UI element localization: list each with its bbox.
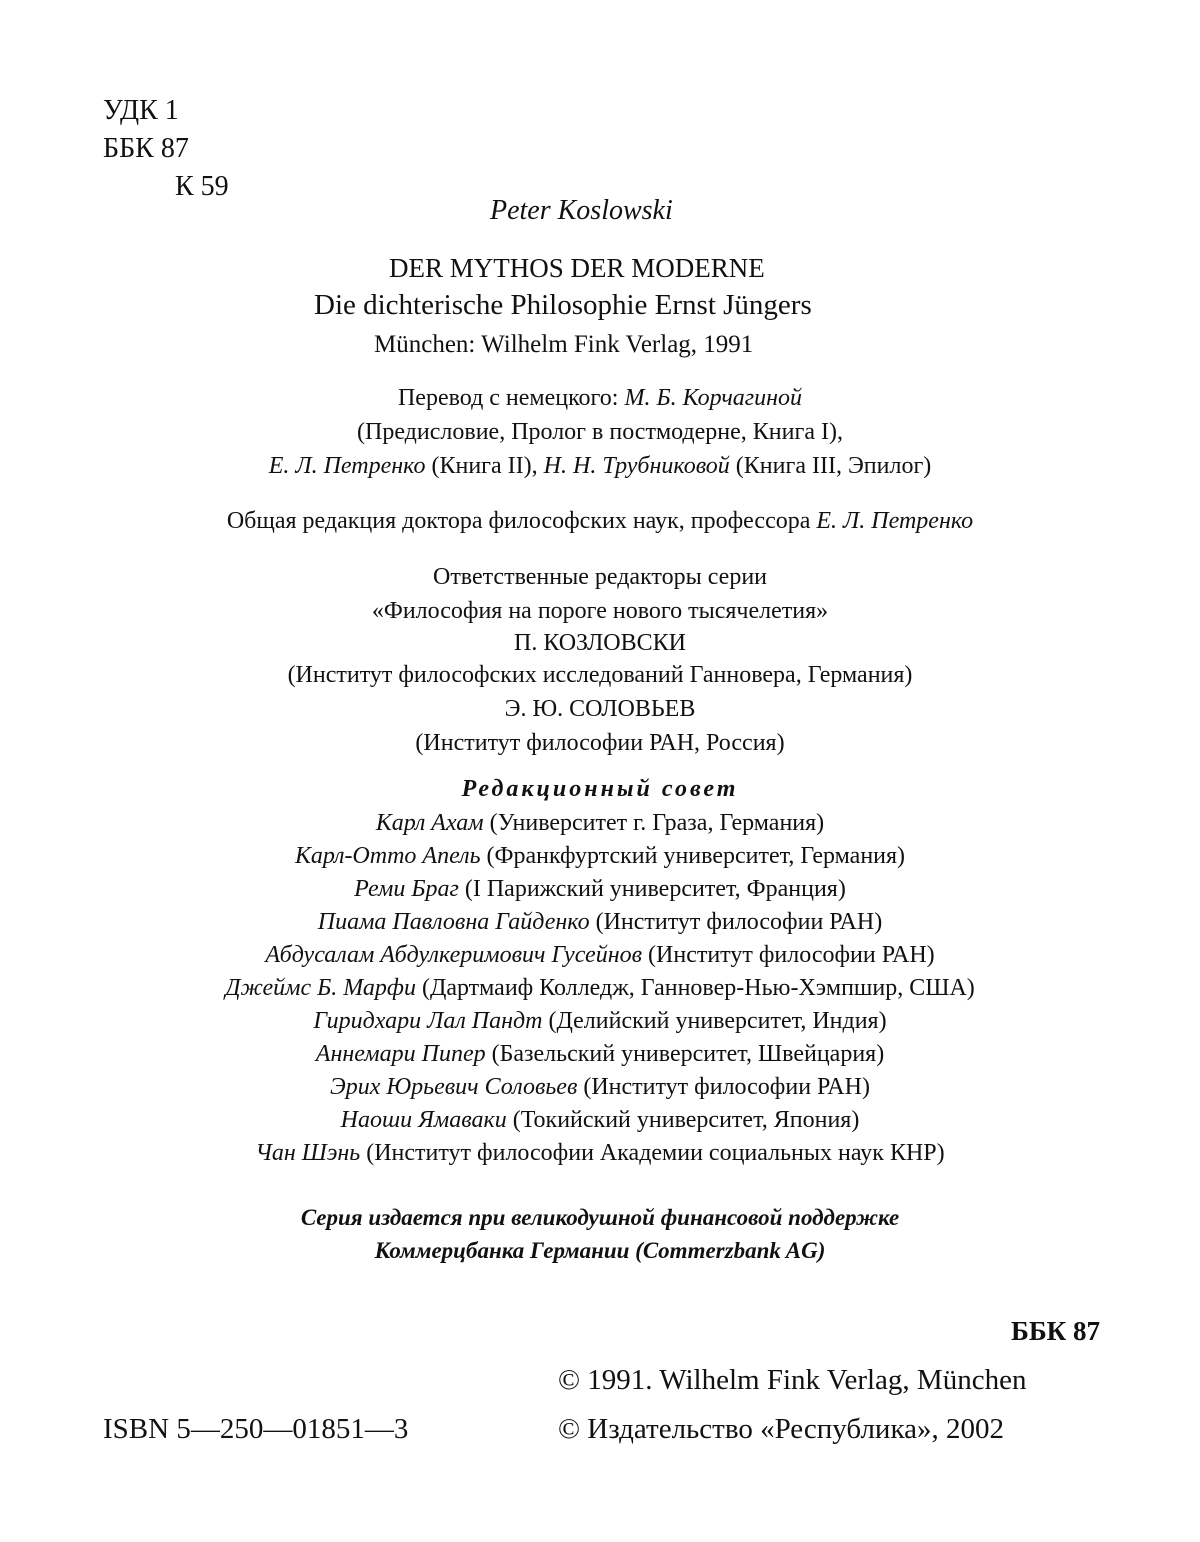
translators-line bbox=[0, 453, 1200, 480]
series-name: «Философия на пороге нового тысячелетия» bbox=[371, 598, 829, 624]
series-editor-1-affiliation: (Институт философских исследований Ганновера, Германия) bbox=[287, 662, 913, 688]
translator-name: М. Б. Корчагиной bbox=[624, 385, 803, 411]
board-heading: Редакционный совет bbox=[461, 776, 739, 802]
series-editor-2: Э. Ю. СОЛОВЬЕВ bbox=[504, 696, 696, 722]
member-name: Чан Шэнь bbox=[255, 1140, 361, 1166]
footer-bbk: ББК 87 bbox=[1010, 1316, 1100, 1346]
series-editor-2-affiliation: (Институт философии РАН, Россия) bbox=[415, 730, 785, 756]
translator-line bbox=[0, 385, 1200, 412]
member-affiliation: (Институт философии РАН) bbox=[577, 1074, 870, 1100]
board-member bbox=[0, 810, 1200, 837]
series-editor-1: П. КОЗЛОВСКИ bbox=[513, 630, 686, 656]
member-name: Реми Браг bbox=[354, 876, 459, 902]
sponsor-line-1: Серия издается при великодушной финансовой поддержке bbox=[300, 1205, 900, 1230]
general-editor-line bbox=[0, 508, 1200, 535]
board-member bbox=[0, 909, 1200, 936]
member-name: Джеймс Б. Марфи bbox=[225, 975, 416, 1001]
member-name: Эрих Юрьевич Соловьев bbox=[330, 1074, 578, 1100]
member-name: Гиридхари Лал Пандт bbox=[313, 1008, 543, 1034]
copyright-original: © 1991. Wilhelm Fink Verlag, München bbox=[558, 1364, 1027, 1396]
member-name: Наоши Ямаваки bbox=[340, 1107, 507, 1133]
bbk-code: ББК 87 bbox=[103, 133, 189, 164]
board-member bbox=[0, 1074, 1200, 1101]
author-code: К 59 bbox=[175, 171, 229, 202]
original-publisher: München: Wilhelm Fink Verlag, 1991 bbox=[374, 331, 754, 358]
member-name: Абдусалам Абдулкеримович Гусейнов bbox=[265, 942, 643, 968]
classification-codes bbox=[103, 92, 229, 206]
original-subtitle: Die dichterische Philosophie Ernst Jüngers bbox=[314, 289, 812, 321]
original-title: DER MYTHOS DER MODERNE bbox=[389, 253, 765, 283]
board-member bbox=[0, 876, 1200, 903]
member-affiliation: (Университет г. Граза, Германия) bbox=[483, 810, 825, 836]
member-affiliation: (Институт философии Академии социальных наук КНР) bbox=[360, 1140, 945, 1166]
board-member bbox=[0, 843, 1200, 870]
member-affiliation: (Делийский университет, Индия) bbox=[542, 1008, 887, 1034]
board-member bbox=[0, 1107, 1200, 1134]
general-editor-label: Общая редакция доктора философских наук, профессора bbox=[226, 508, 817, 534]
member-name: Карл-Отто Апель bbox=[294, 843, 481, 869]
translator-scope-3: (Книга III, Эпилог) bbox=[729, 453, 932, 479]
translator-scope-2: (Книга II), bbox=[425, 453, 544, 479]
board-member bbox=[0, 975, 1200, 1002]
member-name: Аннемари Пипер bbox=[315, 1041, 486, 1067]
series-heading: Ответственные редакторы серии bbox=[432, 564, 768, 590]
member-name: Карл Ахам bbox=[375, 810, 484, 836]
original-author: Peter Koslowski bbox=[490, 195, 673, 226]
translator-label: Перевод с немецкого: bbox=[397, 385, 625, 411]
translator-scope: (Предисловие, Пролог в постмодерне, Книга I), bbox=[357, 419, 843, 445]
member-affiliation: (Институт философии РАН) bbox=[642, 942, 935, 968]
member-affiliation: (Институт философии РАН) bbox=[589, 909, 883, 935]
member-affiliation: (Франкфуртский университет, Германия) bbox=[480, 843, 906, 869]
isbn: ISBN 5—250—01851—3 bbox=[103, 1413, 409, 1445]
board-member bbox=[0, 1140, 1200, 1167]
member-affiliation: (I Парижский университет, Франция) bbox=[458, 876, 846, 902]
udk-code: УДК 1 bbox=[103, 95, 179, 126]
board-member bbox=[0, 1008, 1200, 1035]
board-member bbox=[0, 1041, 1200, 1068]
general-editor-name: Е. Л. Петренко bbox=[816, 508, 974, 534]
copyright-translation: © Издательство «Республика», 2002 bbox=[558, 1413, 1004, 1445]
translator-name-2: Е. Л. Петренко bbox=[268, 453, 426, 479]
member-name: Пиама Павловна Гайденко bbox=[317, 909, 590, 935]
board-member bbox=[0, 942, 1200, 969]
member-affiliation: (Токийский университет, Япония) bbox=[506, 1107, 860, 1133]
sponsor-line-2: Коммерцбанка Германии (Commerzbank AG) bbox=[374, 1238, 826, 1263]
member-affiliation: (Дартмаиф Колледж, Ганновер-Нью-Хэмпшир, США) bbox=[415, 975, 975, 1001]
translator-name-3: Н. Н. Трубниковой bbox=[543, 453, 730, 479]
member-affiliation: (Базельский университет, Швейцария) bbox=[485, 1041, 885, 1067]
